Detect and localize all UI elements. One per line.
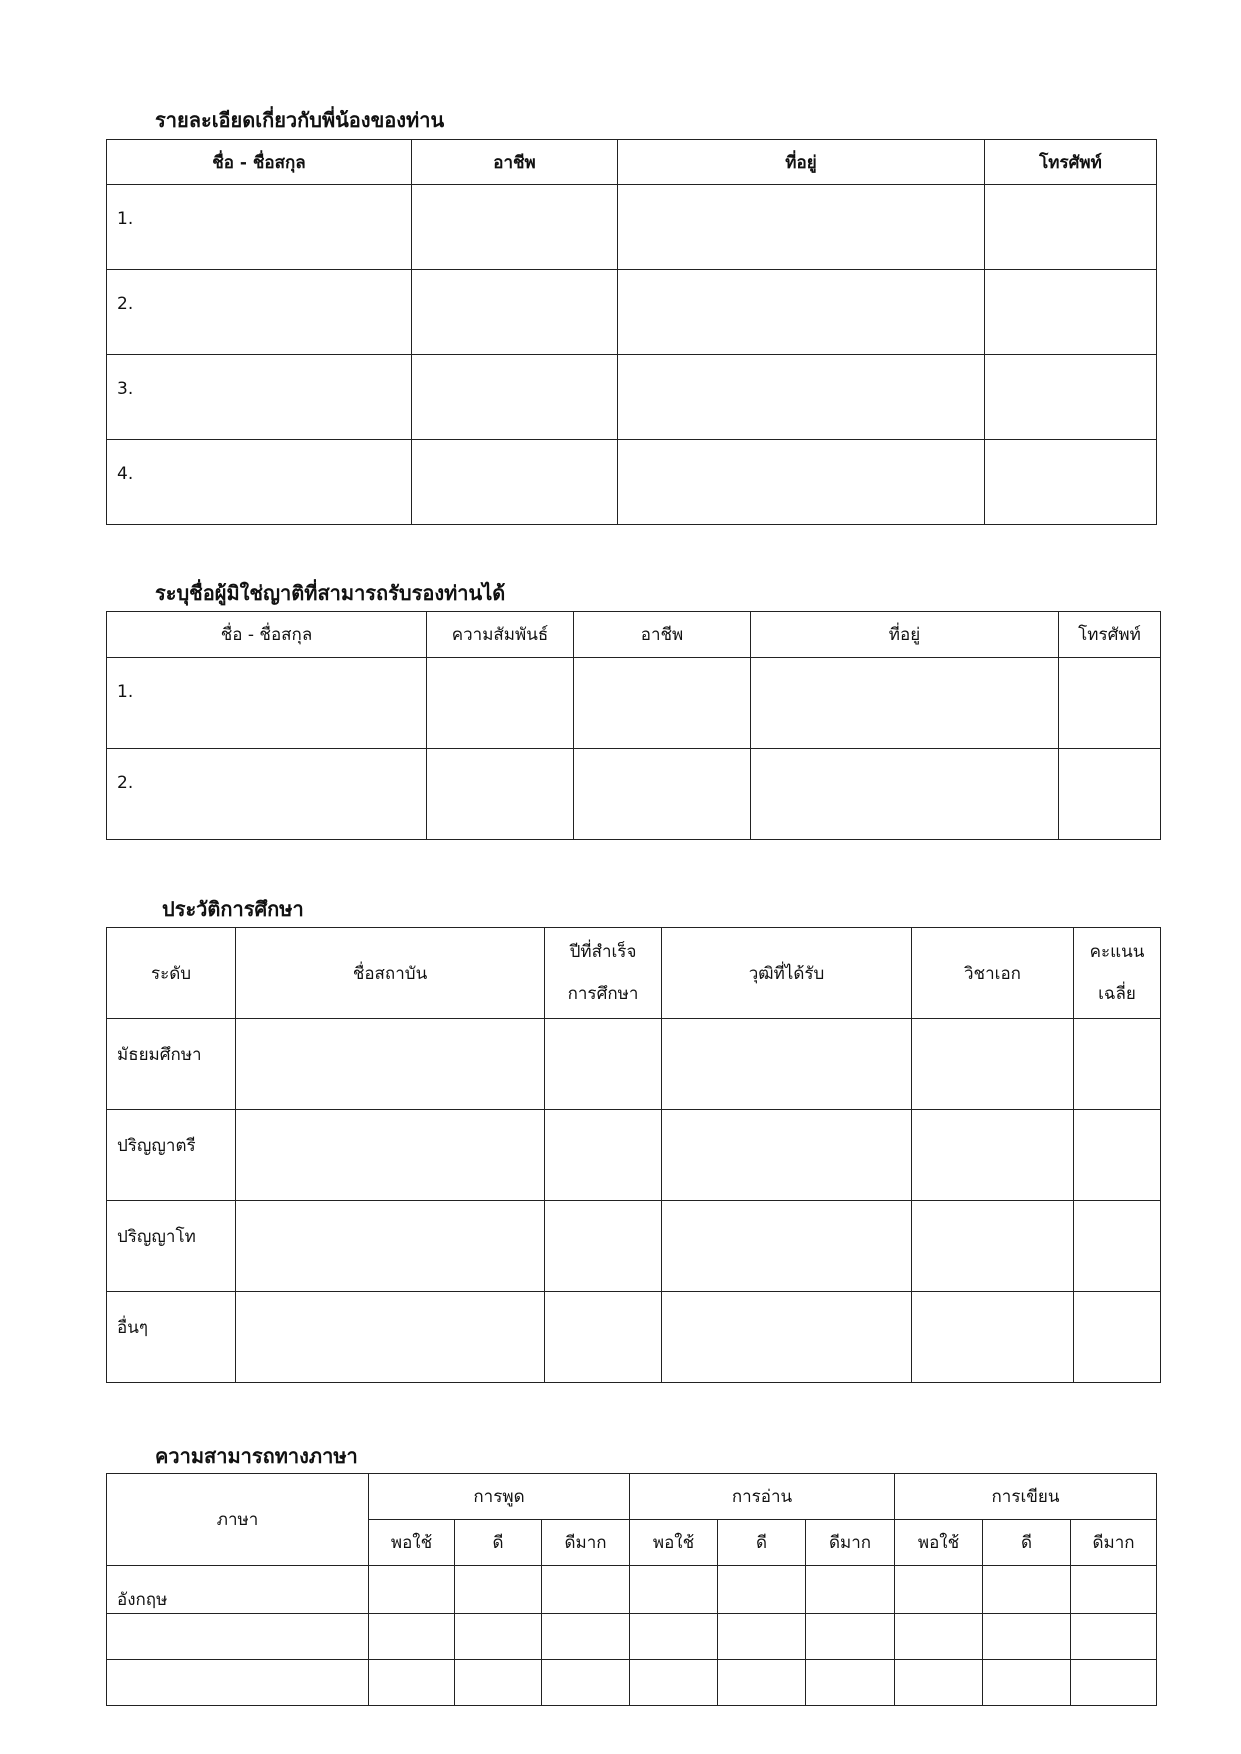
writing-good-cell[interactable] bbox=[983, 1660, 1071, 1706]
language-group-header-row bbox=[107, 1474, 1157, 1520]
language-name-cell[interactable] bbox=[107, 1566, 369, 1614]
education-header-degree: วุฒิที่ได้รับ bbox=[662, 928, 912, 1019]
education-level-label: มัธยมศึกษา bbox=[117, 1045, 202, 1065]
education-institution-cell[interactable] bbox=[236, 1292, 545, 1383]
education-year-cell[interactable] bbox=[545, 1110, 662, 1201]
education-header-level: ระดับ bbox=[107, 928, 236, 1019]
education-table bbox=[106, 927, 1161, 1383]
reading-good-cell[interactable] bbox=[718, 1614, 806, 1660]
siblings-title: รายละเอียดเกี่ยวกับพี่น้องของท่าน bbox=[155, 108, 445, 132]
table-row bbox=[107, 270, 1157, 355]
education-level-label: ปริญญาตรี bbox=[117, 1136, 196, 1156]
siblings-header-occupation: อาชีพ bbox=[412, 140, 618, 185]
table-row bbox=[107, 185, 1157, 270]
references-title: ระบุชื่อผู้มิใช่ญาติที่สามารถรับรองท่านได้ bbox=[155, 581, 506, 605]
siblings-header-name: ชื่อ - ชื่อสกุล bbox=[107, 140, 412, 185]
siblings-address-cell[interactable] bbox=[618, 185, 985, 270]
references-table bbox=[106, 611, 1161, 840]
education-level-cell bbox=[107, 1292, 236, 1383]
reading-excellent-header: ดีมาก bbox=[806, 1520, 895, 1566]
reading-good-cell[interactable] bbox=[718, 1660, 806, 1706]
references-header-relationship: ความสัมพันธ์ bbox=[427, 612, 574, 658]
siblings-occupation-cell[interactable] bbox=[412, 440, 618, 525]
writing-good-cell[interactable] bbox=[983, 1566, 1071, 1614]
writing-good-header: ดี bbox=[983, 1520, 1071, 1566]
speaking-good-cell[interactable] bbox=[455, 1660, 542, 1706]
reading-fair-cell[interactable] bbox=[630, 1614, 718, 1660]
writing-excellent-cell[interactable] bbox=[1071, 1566, 1157, 1614]
education-degree-cell[interactable] bbox=[662, 1201, 912, 1292]
education-header-year-line1: ปีที่สำเร็จ bbox=[569, 942, 637, 962]
row-number: 3. bbox=[117, 379, 134, 399]
education-gpa-cell[interactable] bbox=[1074, 1110, 1161, 1201]
education-title: ประวัติการศึกษา bbox=[162, 897, 304, 921]
education-level-label: อื่นๆ bbox=[117, 1318, 148, 1338]
education-header-year bbox=[545, 928, 662, 1019]
siblings-name-cell[interactable] bbox=[107, 355, 412, 440]
table-row bbox=[107, 1292, 1161, 1383]
references-header-occupation: อาชีพ bbox=[574, 612, 751, 658]
references-address-cell[interactable] bbox=[751, 749, 1059, 840]
reading-fair-header: พอใช้ bbox=[630, 1520, 718, 1566]
siblings-occupation-cell[interactable] bbox=[412, 355, 618, 440]
education-institution-cell[interactable] bbox=[236, 1019, 545, 1110]
education-institution-cell[interactable] bbox=[236, 1110, 545, 1201]
speaking-fair-cell[interactable] bbox=[369, 1614, 455, 1660]
siblings-name-cell[interactable] bbox=[107, 440, 412, 525]
references-phone-cell[interactable] bbox=[1059, 749, 1161, 840]
reading-good-header: ดี bbox=[718, 1520, 806, 1566]
language-header-reading: การอ่าน bbox=[630, 1474, 895, 1520]
speaking-excellent-cell[interactable] bbox=[542, 1660, 630, 1706]
references-header-phone: โทรศัพท์ bbox=[1059, 612, 1161, 658]
row-number: 1. bbox=[117, 209, 134, 229]
siblings-phone-cell[interactable] bbox=[985, 355, 1157, 440]
reading-excellent-cell[interactable] bbox=[806, 1660, 895, 1706]
education-level-cell bbox=[107, 1201, 236, 1292]
speaking-good-header: ดี bbox=[455, 1520, 542, 1566]
siblings-header-row bbox=[107, 140, 1157, 185]
education-header-gpa-line1: คะแนน bbox=[1089, 942, 1145, 962]
education-header-gpa-line2: เฉลี่ย bbox=[1098, 984, 1136, 1004]
education-degree-cell[interactable] bbox=[662, 1110, 912, 1201]
references-relationship-cell[interactable] bbox=[427, 749, 574, 840]
education-gpa-cell[interactable] bbox=[1074, 1292, 1161, 1383]
education-institution-cell[interactable] bbox=[236, 1201, 545, 1292]
writing-excellent-cell[interactable] bbox=[1071, 1614, 1157, 1660]
references-header-address: ที่อยู่ bbox=[751, 612, 1059, 658]
education-degree-cell[interactable] bbox=[662, 1292, 912, 1383]
education-degree-cell[interactable] bbox=[662, 1019, 912, 1110]
references-address-cell[interactable] bbox=[751, 658, 1059, 749]
siblings-table bbox=[106, 139, 1157, 525]
education-major-cell[interactable] bbox=[912, 1292, 1074, 1383]
writing-fair-cell[interactable] bbox=[895, 1566, 983, 1614]
speaking-fair-header: พอใช้ bbox=[369, 1520, 455, 1566]
education-level-cell bbox=[107, 1019, 236, 1110]
language-name-cell[interactable] bbox=[107, 1660, 369, 1706]
education-level-cell bbox=[107, 1110, 236, 1201]
education-header-major: วิชาเอก bbox=[912, 928, 1074, 1019]
siblings-address-cell[interactable] bbox=[618, 355, 985, 440]
education-year-cell[interactable] bbox=[545, 1019, 662, 1110]
writing-excellent-header: ดีมาก bbox=[1071, 1520, 1157, 1566]
education-header-row bbox=[107, 928, 1161, 1019]
reading-fair-cell[interactable] bbox=[630, 1660, 718, 1706]
table-row bbox=[107, 1614, 1157, 1660]
row-number: 4. bbox=[117, 464, 134, 484]
table-row bbox=[107, 355, 1157, 440]
education-level-label: ปริญญาโท bbox=[117, 1227, 196, 1247]
language-header-writing: การเขียน bbox=[895, 1474, 1157, 1520]
table-row bbox=[107, 1566, 1157, 1614]
siblings-name-cell[interactable] bbox=[107, 270, 412, 355]
references-name-cell[interactable] bbox=[107, 658, 427, 749]
writing-excellent-cell[interactable] bbox=[1071, 1660, 1157, 1706]
language-name bbox=[107, 1614, 368, 1634]
education-year-cell[interactable] bbox=[545, 1292, 662, 1383]
speaking-excellent-cell[interactable] bbox=[542, 1614, 630, 1660]
siblings-address-cell[interactable] bbox=[618, 440, 985, 525]
table-row bbox=[107, 658, 1161, 749]
references-phone-cell[interactable] bbox=[1059, 658, 1161, 749]
table-row bbox=[107, 1110, 1161, 1201]
writing-fair-cell[interactable] bbox=[895, 1614, 983, 1660]
education-major-cell[interactable] bbox=[912, 1110, 1074, 1201]
siblings-header-address: ที่อยู่ bbox=[618, 140, 985, 185]
table-row bbox=[107, 1201, 1161, 1292]
table-row bbox=[107, 1019, 1161, 1110]
row-number: 2. bbox=[117, 294, 134, 314]
siblings-phone-cell[interactable] bbox=[985, 185, 1157, 270]
language-name bbox=[107, 1660, 368, 1680]
education-gpa-cell[interactable] bbox=[1074, 1201, 1161, 1292]
writing-good-cell[interactable] bbox=[983, 1614, 1071, 1660]
references-relationship-cell[interactable] bbox=[427, 658, 574, 749]
reading-excellent-cell[interactable] bbox=[806, 1566, 895, 1614]
references-occupation-cell[interactable] bbox=[574, 749, 751, 840]
speaking-excellent-cell[interactable] bbox=[542, 1566, 630, 1614]
table-row bbox=[107, 749, 1161, 840]
language-name: อังกฤษ bbox=[117, 1590, 168, 1610]
writing-fair-header: พอใช้ bbox=[895, 1520, 983, 1566]
siblings-phone-cell[interactable] bbox=[985, 270, 1157, 355]
references-name-cell[interactable] bbox=[107, 749, 427, 840]
references-occupation-cell[interactable] bbox=[574, 658, 751, 749]
siblings-name-cell[interactable] bbox=[107, 185, 412, 270]
language-name-cell[interactable] bbox=[107, 1614, 369, 1660]
siblings-address-cell[interactable] bbox=[618, 270, 985, 355]
speaking-excellent-header: ดีมาก bbox=[542, 1520, 630, 1566]
siblings-phone-cell[interactable] bbox=[985, 440, 1157, 525]
education-major-cell[interactable] bbox=[912, 1019, 1074, 1110]
siblings-occupation-cell[interactable] bbox=[412, 185, 618, 270]
education-major-cell[interactable] bbox=[912, 1201, 1074, 1292]
speaking-good-cell[interactable] bbox=[455, 1566, 542, 1614]
education-header-gpa bbox=[1074, 928, 1161, 1019]
siblings-header-phone: โทรศัพท์ bbox=[985, 140, 1157, 185]
language-header-speaking: การพูด bbox=[369, 1474, 630, 1520]
speaking-fair-cell[interactable] bbox=[369, 1660, 455, 1706]
language-table bbox=[106, 1473, 1157, 1706]
education-gpa-cell[interactable] bbox=[1074, 1019, 1161, 1110]
table-row bbox=[107, 440, 1157, 525]
reading-good-cell[interactable] bbox=[718, 1566, 806, 1614]
reading-fair-cell[interactable] bbox=[630, 1566, 718, 1614]
row-number: 2. bbox=[117, 773, 134, 793]
references-header-name: ชื่อ - ชื่อสกุล bbox=[107, 612, 427, 658]
speaking-fair-cell[interactable] bbox=[369, 1566, 455, 1614]
education-header-institution: ชื่อสถาบัน bbox=[236, 928, 545, 1019]
language-title: ความสามารถทางภาษา bbox=[155, 1444, 358, 1468]
education-year-cell[interactable] bbox=[545, 1201, 662, 1292]
language-header-language: ภาษา bbox=[107, 1474, 369, 1566]
table-row bbox=[107, 1660, 1157, 1706]
references-header-row bbox=[107, 612, 1161, 658]
writing-fair-cell[interactable] bbox=[895, 1660, 983, 1706]
education-header-year-line2: การศึกษา bbox=[567, 984, 639, 1004]
reading-excellent-cell[interactable] bbox=[806, 1614, 895, 1660]
siblings-occupation-cell[interactable] bbox=[412, 270, 618, 355]
row-number: 1. bbox=[117, 682, 134, 702]
speaking-good-cell[interactable] bbox=[455, 1614, 542, 1660]
